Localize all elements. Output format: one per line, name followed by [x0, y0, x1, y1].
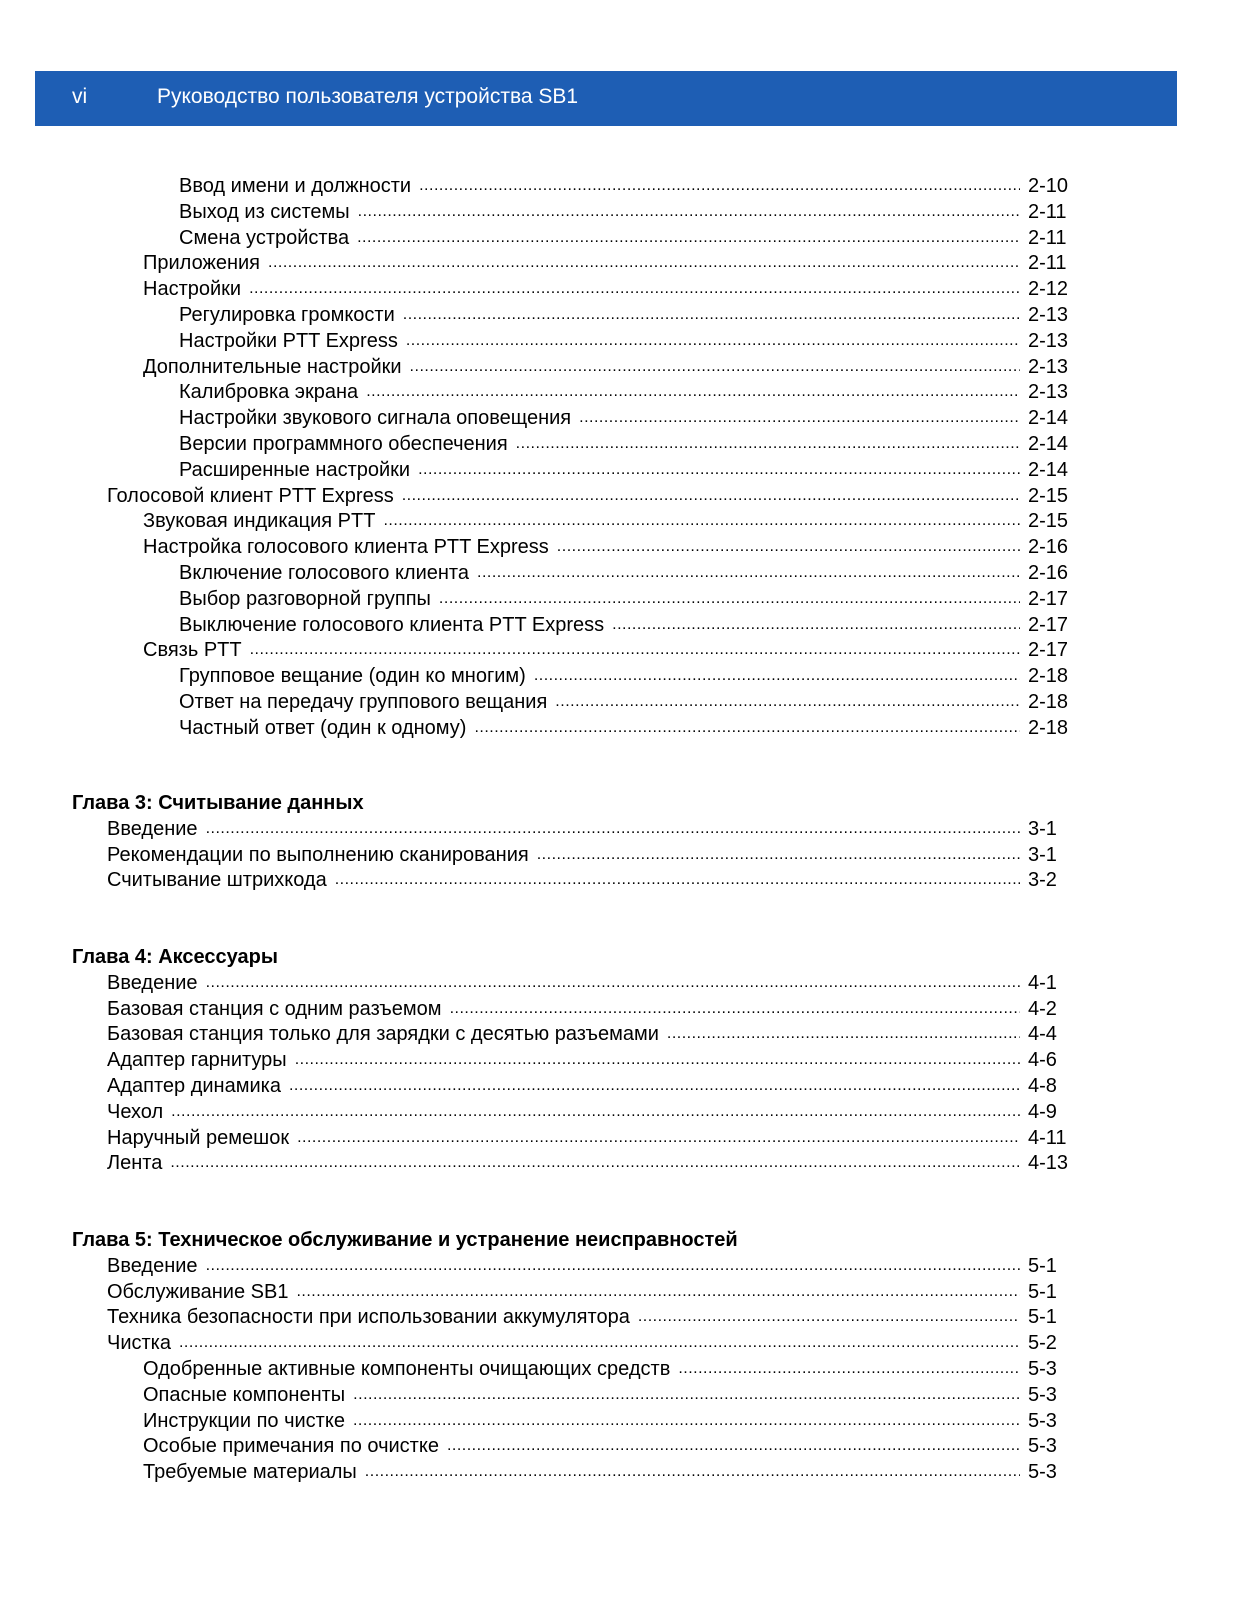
toc-entry[interactable] — [107, 1099, 1082, 1125]
toc-entry[interactable] — [107, 1253, 1082, 1279]
toc-entry-page: 2-15 — [1028, 510, 1069, 533]
toc-entry-page: 4-6 — [1028, 1049, 1057, 1072]
toc-entry[interactable] — [179, 560, 1082, 586]
toc-entry[interactable] — [143, 1459, 1082, 1485]
toc-dot-leader — [353, 1385, 1020, 1405]
toc-entry-page: 2-18 — [1028, 691, 1069, 713]
toc-entry-page: 4-9 — [1028, 1100, 1057, 1123]
toc-dot-leader — [474, 718, 1020, 738]
toc-entry[interactable] — [179, 689, 1082, 715]
toc-entry-title: Выключение голосового клиента PTT Express — [179, 613, 605, 636]
toc-entry[interactable] — [143, 637, 1082, 663]
toc-entry-title: Введение — [107, 817, 198, 840]
toc-entry-title: Введение — [107, 971, 198, 994]
toc-entry-page: 2-11 — [1028, 252, 1067, 275]
toc-entry[interactable] — [179, 379, 1082, 405]
toc-entry[interactable] — [107, 1150, 1082, 1176]
toc-dot-leader — [410, 357, 1020, 377]
toc-dot-leader — [295, 1050, 1020, 1070]
toc-entry[interactable] — [107, 1330, 1082, 1356]
toc-entry-title: Адаптер гарнитуры — [107, 1049, 287, 1072]
toc-entry-page: 5-1 — [1028, 1254, 1057, 1277]
toc-entry-title: Настройки звукового сигнала оповещения — [179, 407, 572, 430]
toc-entry-title: Включение голосового клиента — [179, 562, 469, 584]
toc-entry-page: 5-3 — [1028, 1358, 1057, 1380]
toc-entry-page: 4-11 — [1028, 1126, 1067, 1149]
toc-dot-leader — [297, 1128, 1020, 1148]
toc-entry[interactable] — [107, 1125, 1082, 1151]
toc-entry-page: 5-2 — [1028, 1332, 1057, 1355]
toc-dot-leader — [418, 460, 1020, 480]
toc-entry[interactable] — [143, 1408, 1082, 1434]
toc-dot-leader — [366, 382, 1020, 402]
toc-entry[interactable] — [179, 715, 1082, 741]
toc-entry-title: Считывание штрихкода — [107, 869, 327, 892]
toc-entry-page: 2-17 — [1028, 639, 1069, 662]
toc-entry-page: 5-3 — [1028, 1435, 1057, 1458]
toc-dot-leader — [579, 408, 1020, 428]
toc-entry-title: Выход из системы — [179, 200, 350, 223]
toc-dot-leader — [365, 1462, 1020, 1482]
toc-entry-title: Расширенные настройки — [179, 458, 411, 481]
toc-entry-title: Требуемые материалы — [143, 1461, 357, 1484]
toc-entry-page: 2-11 — [1028, 226, 1067, 249]
toc-entry-title: Рекомендации по выполнению сканирования — [107, 843, 529, 866]
toc-entry-page: 2-13 — [1028, 355, 1069, 378]
toc-entry[interactable] — [107, 1073, 1082, 1099]
toc-dot-leader — [179, 1333, 1020, 1353]
toc-entry-title: Смена устройства — [179, 226, 350, 249]
toc-entry[interactable] — [107, 1047, 1082, 1073]
toc-entry-title: Инструкции по чистке — [143, 1409, 345, 1432]
toc-entry-page: 5-3 — [1028, 1383, 1057, 1406]
toc-entry[interactable] — [107, 816, 1082, 842]
toc-entry-page: 2-18 — [1028, 665, 1069, 688]
toc-entry[interactable] — [143, 1433, 1082, 1459]
chapter-heading[interactable]: Глава 4: Аксессуары — [72, 946, 278, 968]
toc-entry-title: Наручный ремешок — [107, 1126, 290, 1149]
toc-entry-page: 2-13 — [1028, 381, 1069, 404]
toc-entry-page: 2-14 — [1028, 407, 1069, 430]
toc-entry-title: Базовая станция только для зарядки с десятью разъемами — [107, 1023, 659, 1046]
toc-dot-leader — [419, 176, 1020, 196]
toc-entry[interactable] — [179, 612, 1082, 638]
toc-entry[interactable] — [179, 457, 1082, 483]
toc-entry[interactable] — [179, 431, 1082, 457]
toc-entry-title: Опасные компоненты — [143, 1383, 346, 1406]
toc-entry-page: 5-1 — [1028, 1306, 1057, 1329]
toc-entry-page: 2-17 — [1028, 613, 1069, 636]
toc-dot-leader — [537, 845, 1020, 865]
toc-entry-title: Калибровка экрана — [179, 381, 359, 404]
toc-entry[interactable] — [107, 1021, 1082, 1047]
toc-dot-leader — [402, 486, 1020, 506]
toc-entry-page: 4-1 — [1028, 971, 1057, 994]
toc-entry-title: Введение — [107, 1254, 198, 1277]
header-page-number: vi — [72, 85, 88, 108]
toc-dot-leader — [403, 305, 1020, 325]
toc-entry-page: 2-16 — [1028, 562, 1069, 584]
toc-entry-title: Приложения — [143, 252, 261, 275]
toc-entry-page: 2-14 — [1028, 433, 1069, 455]
toc-entry-title: Дополнительные настройки — [143, 355, 402, 378]
toc-entry[interactable] — [143, 250, 1082, 276]
toc-entry[interactable] — [107, 867, 1082, 893]
toc-entry[interactable] — [179, 405, 1082, 431]
toc-entry-title: Чехол — [107, 1100, 164, 1123]
toc-entry-title: Адаптер динамика — [107, 1075, 281, 1097]
toc-entry-page: 5-3 — [1028, 1461, 1057, 1484]
toc-entry-title: Регулировка громкости — [179, 304, 395, 326]
toc-entry[interactable] — [179, 173, 1082, 199]
toc-entry-title: Лента — [107, 1152, 163, 1175]
toc-entry-title: Настройки PTT Express — [179, 329, 398, 352]
toc-dot-leader — [250, 640, 1020, 660]
toc-entry-title: Особые примечания по очистке — [143, 1435, 439, 1458]
header-title: Руководство пользователя устройства SB1 — [157, 85, 579, 108]
toc-dot-leader — [289, 1076, 1020, 1096]
toc-dot-leader — [439, 589, 1020, 609]
chapter-heading[interactable]: Глава 5: Техническое обслуживание и устранение неисправностей — [72, 1229, 738, 1251]
toc-entry[interactable] — [107, 1279, 1082, 1305]
toc-dot-leader — [353, 1411, 1020, 1431]
toc-dot-leader — [296, 1282, 1020, 1302]
toc-entry-page: 2-12 — [1028, 278, 1069, 301]
toc-entry-page: 2-10 — [1028, 175, 1069, 197]
toc-dot-leader — [268, 253, 1020, 273]
toc-dot-leader — [555, 692, 1020, 712]
toc-entry-title: Базовая станция с одним разъемом — [107, 997, 442, 1020]
toc-entry-page: 4-4 — [1028, 1023, 1057, 1046]
toc-dot-leader — [447, 1436, 1020, 1456]
toc-entry-page: 4-2 — [1028, 997, 1057, 1020]
toc-entry-page: 2-18 — [1028, 716, 1069, 739]
toc-entry-page: 3-1 — [1028, 843, 1057, 866]
toc-entry-title: Настройки — [143, 278, 242, 301]
toc-entry[interactable] — [179, 328, 1082, 354]
toc-dot-leader — [516, 434, 1020, 454]
toc-entry-title: Одобренные активные компоненты очищающих средств — [143, 1358, 671, 1380]
toc-entry[interactable] — [107, 483, 1082, 509]
toc-entry-page: 2-17 — [1028, 587, 1069, 610]
toc-dot-leader — [206, 1256, 1020, 1276]
toc-entry[interactable] — [143, 534, 1082, 560]
toc-entry-title: Звуковая индикация PTT — [143, 510, 376, 533]
toc-entry-page: 5-3 — [1028, 1409, 1057, 1432]
toc-entry[interactable] — [179, 199, 1082, 225]
toc-dot-leader — [249, 279, 1020, 299]
toc-dot-leader — [477, 563, 1020, 583]
toc-entry[interactable] — [179, 586, 1082, 612]
toc-dot-leader — [557, 537, 1020, 557]
toc-entry-page: 4-13 — [1028, 1152, 1069, 1175]
toc-entry-page: 2-13 — [1028, 329, 1069, 352]
toc-dot-leader — [678, 1359, 1020, 1379]
toc-entry-title: Ввод имени и должности — [179, 175, 412, 197]
toc-dot-leader — [638, 1307, 1020, 1327]
toc-entry[interactable] — [179, 225, 1082, 251]
toc-entry[interactable] — [179, 302, 1082, 328]
toc-entry-page: 2-16 — [1028, 536, 1069, 559]
toc-entry-page: 2-11 — [1028, 200, 1067, 223]
page-header — [35, 71, 1177, 126]
toc-entry-title: Версии программного обеспечения — [179, 433, 508, 455]
toc-dot-leader — [357, 228, 1020, 248]
toc-dot-leader — [667, 1024, 1020, 1044]
toc-dot-leader — [383, 511, 1020, 531]
chapter-heading[interactable]: Глава 3: Считывание данных — [72, 792, 364, 814]
toc-entry[interactable] — [143, 276, 1082, 302]
toc-entry-page: 2-15 — [1028, 484, 1069, 507]
toc-entry-page: 2-13 — [1028, 304, 1069, 326]
toc-entry[interactable] — [107, 1304, 1082, 1330]
toc-entry-title: Голосовой клиент PTT Express — [107, 484, 394, 507]
toc-entry[interactable] — [107, 970, 1082, 996]
toc-entry[interactable] — [107, 996, 1082, 1022]
toc-entry-title: Обслуживание SB1 — [107, 1280, 289, 1303]
toc-entry[interactable] — [143, 508, 1082, 534]
toc-entry-title: Чистка — [107, 1332, 171, 1355]
toc-entry[interactable] — [179, 663, 1082, 689]
toc-dot-leader — [406, 331, 1020, 351]
toc-entry-page: 4-8 — [1028, 1075, 1057, 1097]
toc-dot-leader — [358, 202, 1020, 222]
toc-dot-leader — [534, 666, 1020, 686]
toc-entry[interactable] — [143, 354, 1082, 380]
toc-dot-leader — [170, 1153, 1020, 1173]
toc-entry-page: 5-1 — [1028, 1280, 1057, 1303]
toc-entry-title: Ответ на передачу группового вещания — [179, 691, 548, 713]
toc-dot-leader — [450, 999, 1020, 1019]
toc-entry[interactable] — [143, 1382, 1082, 1408]
toc-entry-title: Групповое вещание (один ко многим) — [179, 665, 526, 688]
toc-entry-page: 3-2 — [1028, 869, 1057, 892]
toc-entry-page: 2-14 — [1028, 458, 1069, 481]
toc-dot-leader — [206, 973, 1020, 993]
toc-entry-page: 3-1 — [1028, 817, 1057, 840]
toc-entry-title: Выбор разговорной группы — [179, 587, 431, 610]
toc-entry-title: Настройка голосового клиента PTT Express — [143, 536, 549, 559]
toc-dot-leader — [335, 870, 1020, 890]
toc-entry[interactable] — [107, 842, 1082, 868]
toc-dot-leader — [206, 819, 1020, 839]
toc-entry-title: Связь PTT — [143, 639, 242, 662]
toc-dot-leader — [612, 615, 1020, 635]
toc-entry-title: Частный ответ (один к одному) — [179, 716, 467, 739]
toc-entry[interactable] — [143, 1356, 1082, 1382]
toc-dot-leader — [171, 1102, 1020, 1122]
toc-entry-title: Техника безопасности при использовании аккумулятора — [107, 1306, 630, 1329]
